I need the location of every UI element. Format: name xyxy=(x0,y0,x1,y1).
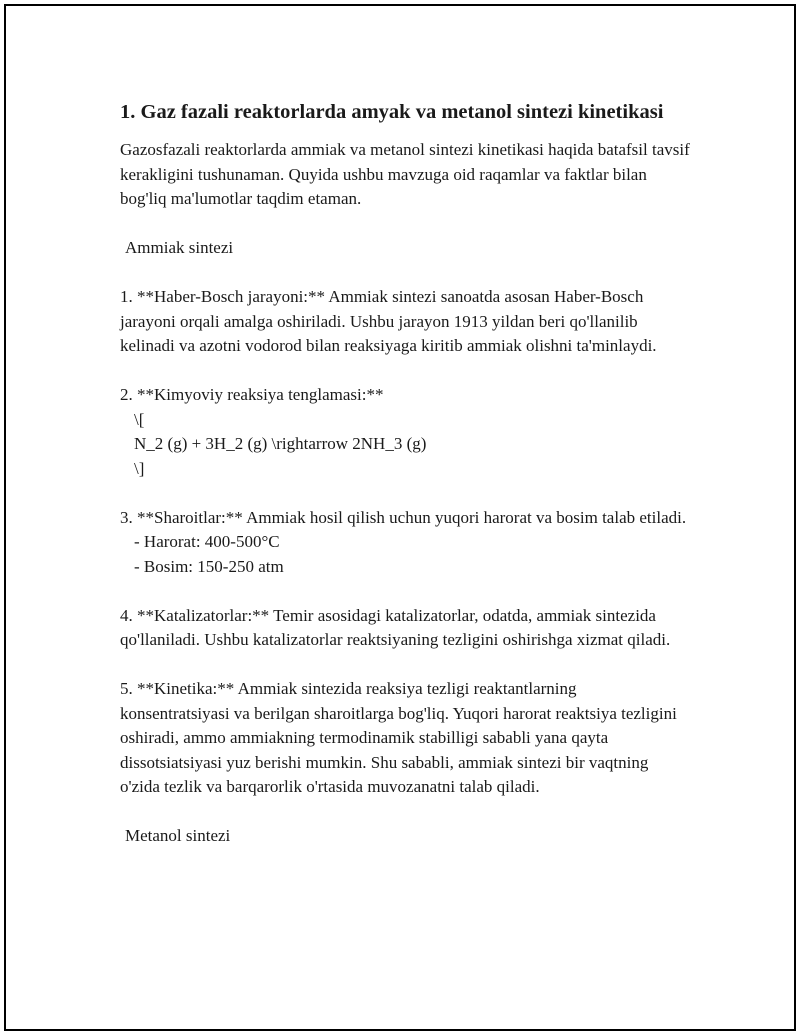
document-body xyxy=(120,98,694,849)
list-item-kinetics: 5. **Kinetika:** Ammiak sintezida reaksiya tezligi reaktantlarning konsentratsiyasi va berilgan sharoitlarga bog'liq. Yuqori harorat reaktsiya tezligini oshiradi, ammo ammiakning termodinamik stabilligi sababli yana qayta dissotsiatsiyasi yuz berishi mumkin. Shu sababli, ammiak sintezi bir vaqtning o'zida tezlik va barqarorlik o'rtasida muvozanatni talab qiladi. xyxy=(120,679,682,796)
list-item-catalysts: 4. **Katalizatorlar:** Temir asosidagi katalizatorlar, odatda, ammiak sintezida qo'llaniladi. Ushbu katalizatorlar reaktsiyaning tezligini oshirishga xizmat qiladi. xyxy=(120,605,671,649)
section-heading-ammiak: Ammiak sintezi xyxy=(125,238,234,257)
equation-close: \] xyxy=(134,458,145,478)
list-item-reaction-equation: 2. **Kimyoviy reaksiya tenglamasi:** xyxy=(120,385,384,404)
condition-temperature: - Harorat: 400-500°C xyxy=(134,532,280,551)
document-title: 1. Gaz fazali reaktorlarda amyak va metanol sintezi kinetikasi xyxy=(120,101,664,123)
equation-open: \[ xyxy=(134,409,145,429)
equation-text: N_2 (g) + 3H_2 (g) \rightarrow 2NH_3 (g) xyxy=(134,434,427,453)
document-page xyxy=(4,4,796,1031)
section-heading-metanol: Metanol sintezi xyxy=(125,826,231,845)
list-item-haber-bosch: 1. **Haber-Bosch jarayoni:** Ammiak sintezi sanoatda asosan Haber-Bosch jarayoni orqali amalga oshiriladi. Ushbu jarayon 1913 yildan beri qo'llanilib kelinadi va azotni vodorod bilan reaksiyaga kiritib ammiak olishni ta'minlaydi. xyxy=(120,287,657,355)
intro-paragraph: Gazosfazali reaktorlarda ammiak va metanol sintezi kinetikasi haqida batafsil tavsif kerakligini tushunaman. Quyida ushbu mavzuga oid raqamlar va faktlar bilan bog'liq ma'lumotlar taqdim etaman. xyxy=(120,140,694,208)
condition-pressure: - Bosim: 150-250 atm xyxy=(134,556,284,576)
list-item-conditions: 3. **Sharoitlar:** Ammiak hosil qilish uchun yuqori harorat va bosim talab etiladi. xyxy=(120,507,687,527)
